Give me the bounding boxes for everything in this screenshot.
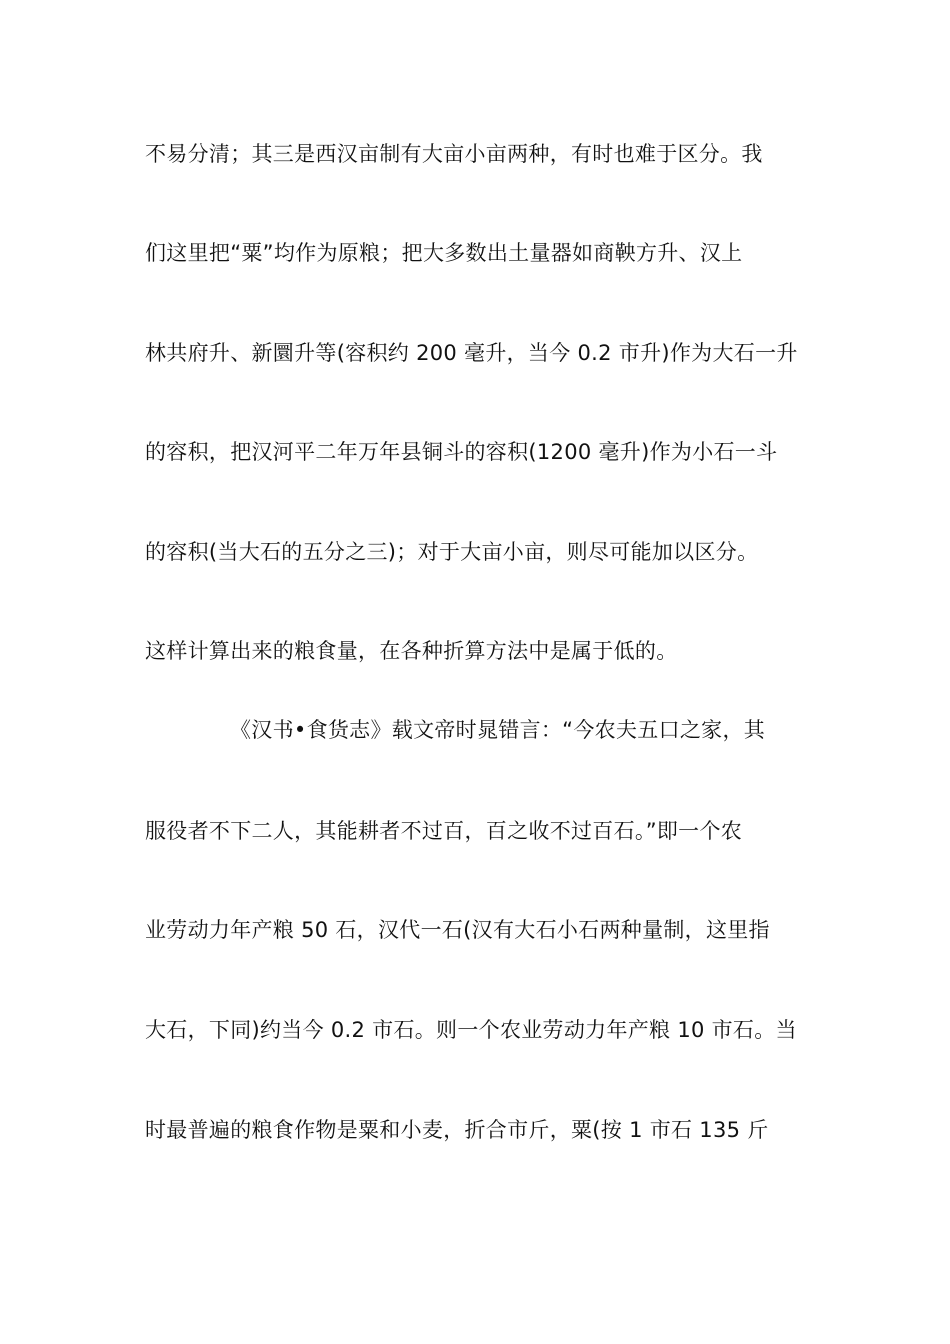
text-line: 大石，下同)约当今 0.2 市石。则一个农业劳动力年产粮 10 市石。当 bbox=[145, 1018, 797, 1042]
paragraph-first-line: 《汉书•食货志》载文帝时晁错言：“今农夫五口之家，其 bbox=[230, 718, 766, 742]
text-line: 们这里把“粟”均作为原粮；把大多数出土量器如商鞅方升、汉上 bbox=[145, 241, 743, 265]
text-line: 这样计算出来的粮食量，在各种折算方法中是属于低的。 bbox=[145, 639, 678, 663]
text-line: 时最普遍的粮食作物是粟和小麦，折合市斤，粟(按 1 市石 135 斤 bbox=[145, 1118, 769, 1142]
text-line: 林共府升、新圜升等(容积约 200 毫升，当今 0.2 市升)作为大石一升 bbox=[145, 341, 798, 365]
text-line: 的容积(当大石的五分之三)；对于大亩小亩，则尽可能加以区分。 bbox=[145, 540, 759, 564]
text-line: 服役者不下二人，其能耕者不过百，百之收不过百石。”即一个农 bbox=[145, 819, 743, 843]
text-line: 的容积，把汉河平二年万年县铜斗的容积(1200 毫升)作为小石一斗 bbox=[145, 440, 778, 464]
text-line: 业劳动力年产粮 50 石，汉代一石(汉有大石小石两种量制，这里指 bbox=[145, 918, 770, 942]
text-line: 不易分清；其三是西汉亩制有大亩小亩两种，有时也难于区分。我 bbox=[145, 142, 763, 166]
